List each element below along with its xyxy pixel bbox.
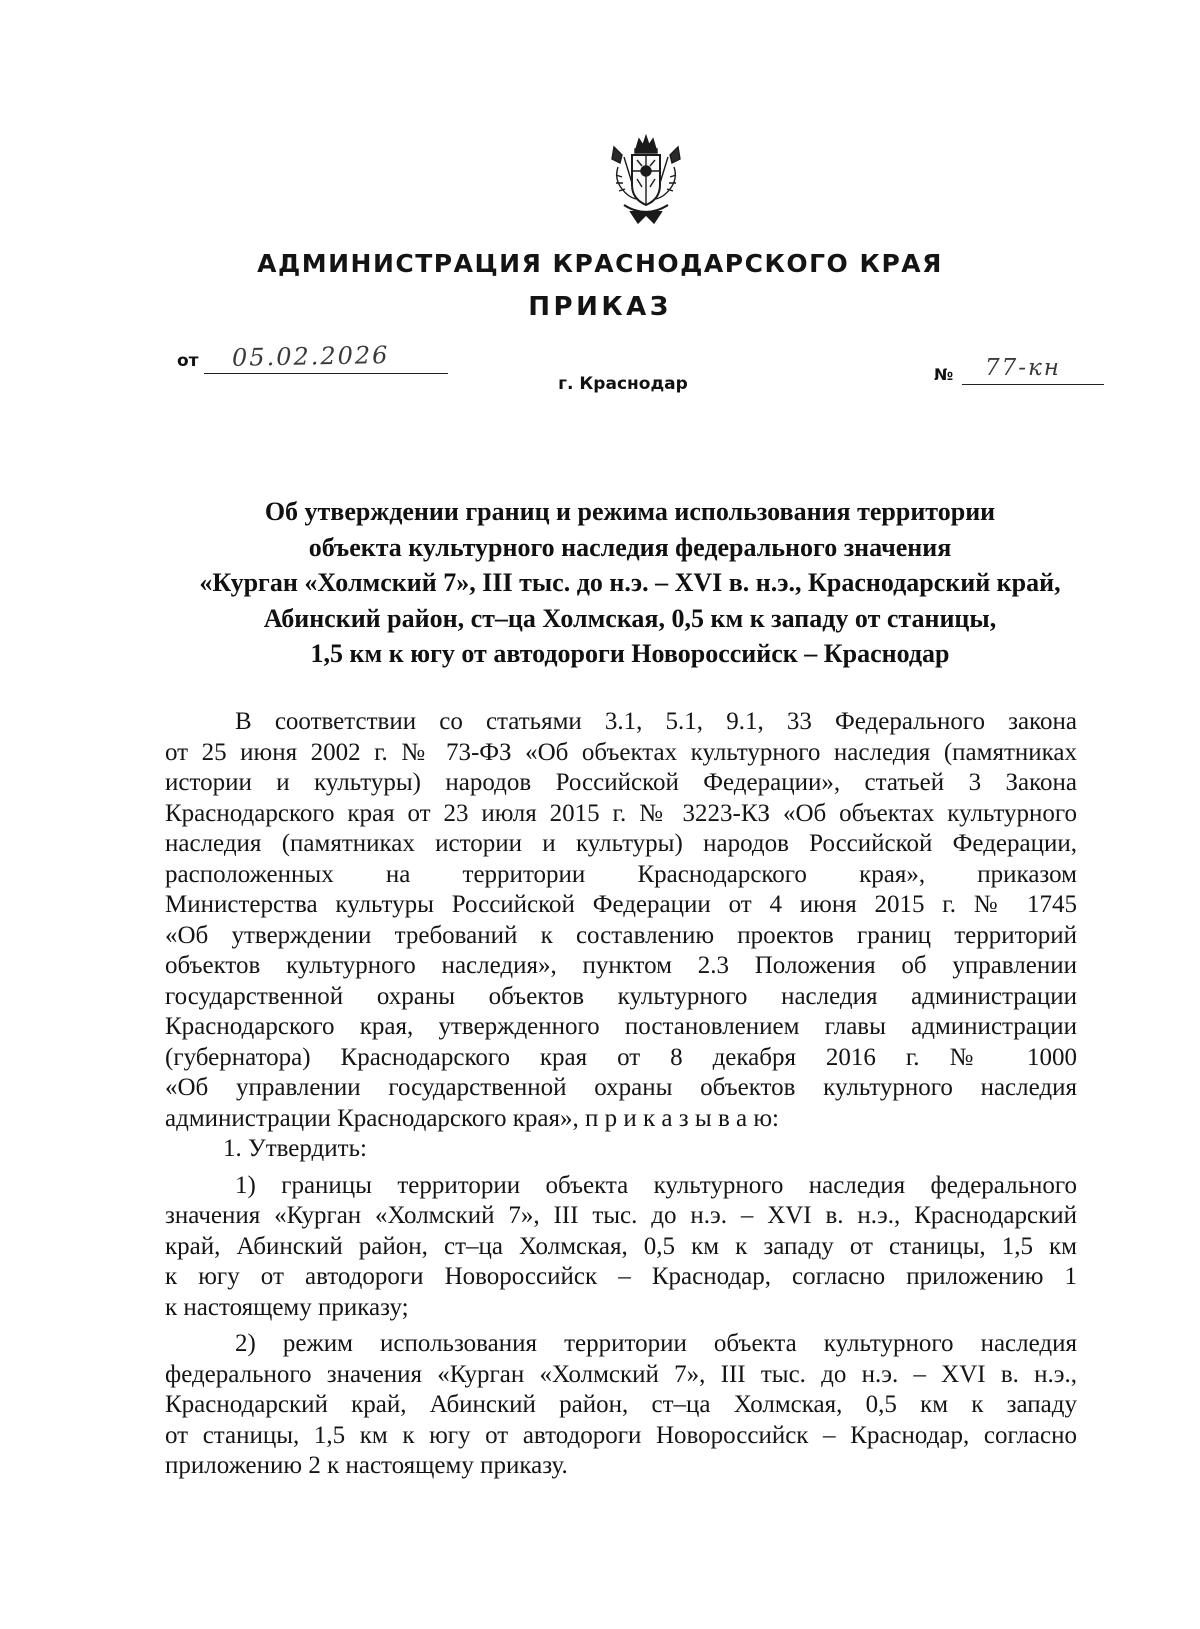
document-city: г. Краснодар bbox=[558, 374, 688, 394]
preamble-line: наследия (памятниках истории и культуры) народов Российской Федерации, bbox=[165, 830, 1077, 857]
title-line: Об утверждении границ и режима использования территории bbox=[264, 497, 996, 526]
date-label: от bbox=[177, 351, 199, 371]
preamble-line: В соответствии со статьями 3.1, 5.1, 9.1, 33 Федерального закона bbox=[235, 708, 1077, 735]
subitem-2-line: от станицы, 1,5 км к югу от автодороги Новороссийск – Краснодар, согласно bbox=[165, 1421, 1077, 1449]
document-type: ПРИКАЗ bbox=[528, 292, 672, 322]
number-label: № bbox=[934, 365, 954, 384]
subitem-2-line: федерального значения «Курган «Холмский 7», III тыс. до н.э. – XVI в. н.э., bbox=[165, 1360, 1077, 1388]
number-underline bbox=[962, 384, 1104, 385]
preamble-line: Министерства культуры Российской Федерации от 4 июня 2015 г. № 1745 bbox=[165, 891, 1077, 918]
preamble-line: Краснодарского края, утвержденного постановлением главы администрации bbox=[165, 1013, 1077, 1040]
preamble-line: Краснодарского края от 23 июля 2015 г. № 3223-КЗ «Об объектах культурного bbox=[165, 799, 1077, 827]
subitem-1-line: к югу от автодороги Новороссийск – Краснодар, согласно приложению 1 bbox=[165, 1263, 1077, 1290]
preamble-line: (губернатора) Краснодарского края от 8 декабря 2016 г. № 1000 bbox=[165, 1043, 1077, 1071]
document-body bbox=[165, 707, 1077, 1482]
handwritten-date: 05.02.2026 bbox=[231, 341, 390, 372]
subitem-2-line: Краснодарский край, Абинский район, ст–ца Холмская, 0,5 км к западу bbox=[165, 1391, 1077, 1418]
item-1: 1. Утвердить: bbox=[223, 1135, 367, 1162]
organization-name: АДМИНИСТРАЦИЯ КРАСНОДАРСКОГО КРАЯ bbox=[257, 249, 943, 278]
krasnodar-coat-of-arms-icon bbox=[608, 133, 684, 229]
document-title bbox=[150, 494, 1110, 672]
title-line: Абинский район, ст–ца Холмская, 0,5 км к западу от станицы, bbox=[263, 603, 997, 633]
subitem-1-line: к настоящему приказу; bbox=[165, 1293, 409, 1321]
preamble-line: «Об управлении государственной охраны объектов культурного наследия bbox=[165, 1074, 1077, 1101]
preamble-line: государственной охраны объектов культурного наследия администрации bbox=[165, 982, 1077, 1010]
subitem-2-line: приложению 2 к настоящему приказу. bbox=[165, 1452, 568, 1479]
preamble-line: от 25 июня 2002 г. № 73-ФЗ «Об объектах культурного наследия (памятниках bbox=[165, 738, 1077, 766]
title-line: объекта культурного наследия федерального значения bbox=[308, 532, 952, 562]
subitem-1-line: значения «Курган «Холмский 7», III тыс. до н.э. – XVI в. н.э., Краснодарский bbox=[165, 1202, 1077, 1229]
preamble-line: расположенных на территории Краснодарского края», приказом bbox=[165, 860, 1077, 888]
preamble-line: администрации Краснодарского края», п р и к а з ы в а ю: bbox=[165, 1104, 779, 1132]
title-line: «Курган «Холмский 7», III тыс. до н.э. – XVI в. н.э., Краснодарский край, bbox=[199, 568, 1061, 597]
subitem-2-line: 2) режим использования территории объекта культурного наследия bbox=[235, 1330, 1077, 1357]
subitem-1-line: 1) границы территории объекта культурного наследия федерального bbox=[235, 1171, 1077, 1199]
title-line: 1,5 км к югу от автодороги Новороссийск – Краснодар bbox=[310, 639, 950, 668]
preamble-line: «Об утверждении требований к составлению проектов границ территорий bbox=[165, 921, 1077, 949]
preamble-line: истории и культуры) народов Российской Федерации», статьей 3 Закона bbox=[165, 769, 1077, 796]
subitem-1-line: край, Абинский район, ст–ца Холмская, 0,5 км к западу от станицы, 1,5 км bbox=[165, 1232, 1077, 1260]
handwritten-number: 77-кн bbox=[985, 355, 1061, 381]
preamble-line: объектов культурного наследия», пунктом 2.3 Положения об управлении bbox=[165, 952, 1077, 979]
